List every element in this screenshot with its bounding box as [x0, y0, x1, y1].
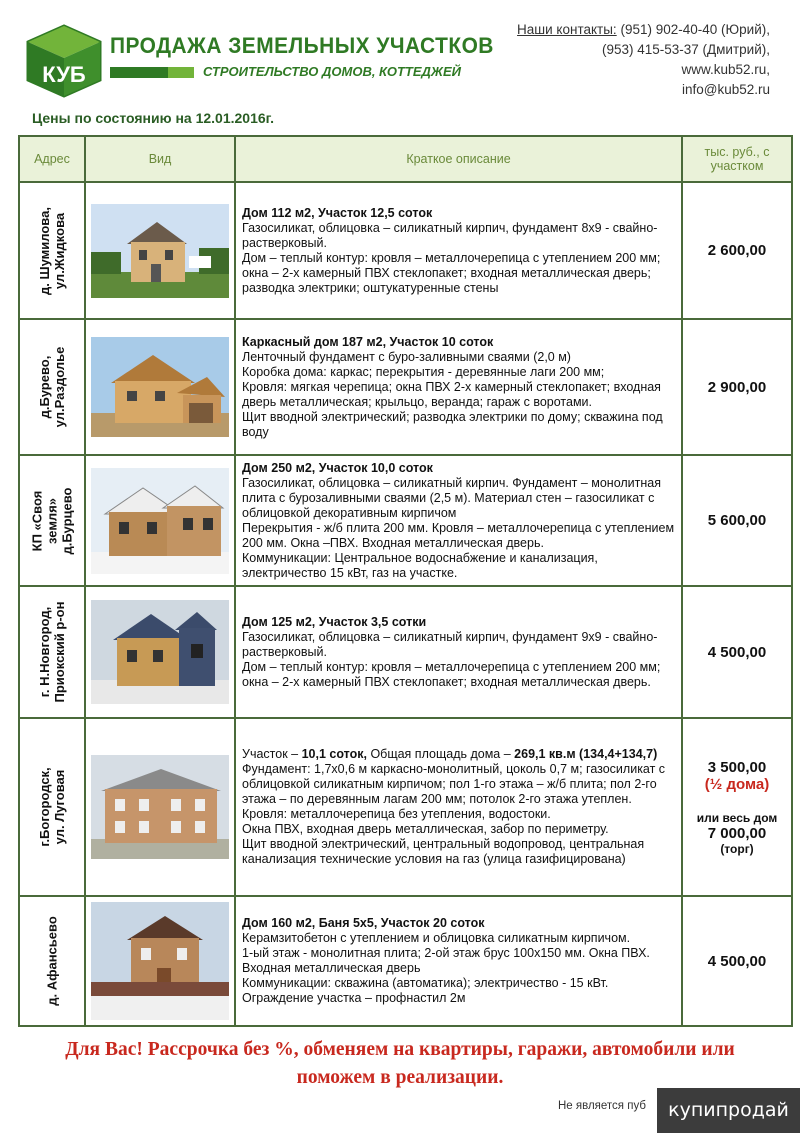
address-line: д. Шумилова,: [37, 206, 52, 295]
house-photo: [85, 182, 235, 319]
listings-table: [18, 135, 793, 1027]
watermark-badge: купипродай: [657, 1088, 800, 1133]
listing-title: Дом 112 м2, Участок 12,5 соток: [242, 205, 433, 220]
email-link[interactable]: info@kub52.ru: [681, 82, 770, 97]
description-line: Кровля: мягкая черепица; окна ПВХ 2-х камерный стеклопакет; входная дверь металлическая; крыльцо, веранда; гараж с воротами.: [242, 379, 661, 409]
description-line: Кровля: металлочерепица без утепления, водостоки.: [242, 807, 551, 821]
plot-size: 10,1 соток,: [301, 747, 367, 761]
table-header-row: [19, 136, 792, 182]
house-photo-image: [91, 337, 229, 437]
header-view: Вид: [85, 136, 235, 182]
description-line: Ограждение участка – профнастил 2м: [242, 991, 466, 1005]
address-cell: [19, 718, 85, 896]
price-value: 2 900,00: [707, 378, 767, 396]
description-line: Дом – теплый контур: кровля – металлочерепица с утеплением 200 мм; окна – 2-х камерный ПВХ стеклопакет; входная металлическая дверь.: [242, 659, 661, 689]
table-row: [19, 319, 792, 455]
address-line: КП «Своя: [29, 490, 45, 551]
address-line: Приокский р-он: [52, 601, 67, 703]
price-negotiable: (торг): [720, 841, 754, 856]
house-photo-image: [91, 600, 229, 704]
contacts-label: Наши контакты:: [517, 22, 617, 37]
description-line: Керамзитобетон с утеплением и облицовка силикатным кирпичом.: [242, 931, 631, 945]
price-cell: [682, 896, 792, 1026]
price-value-full: 7 000,00: [707, 824, 767, 842]
price-value: 5 600,00: [707, 512, 767, 529]
price-cell: [682, 319, 792, 455]
brand-bar-accent: [168, 67, 194, 78]
house-area: 269,1 кв.м (134,4+134,7): [514, 747, 658, 761]
address-line: земля»: [44, 497, 60, 544]
listing-title: Дом 250 м2, Участок 10,0 соток: [242, 460, 433, 475]
price-cell: [682, 718, 792, 896]
description-line: Окна ПВХ, входная дверь металлическая, забор по периметру.: [242, 822, 609, 836]
address-line: ул. Луговая: [52, 769, 67, 845]
address-cell: [19, 896, 85, 1026]
description-line: Газосиликат, облицовка – силикатный кирпич, фундамент 8х9 - свайно-растверковый.: [242, 220, 658, 250]
house-photo-image: [91, 468, 229, 574]
house-photo-image: [91, 755, 229, 859]
listing-title: Дом 160 м2, Баня 5х5, Участок 20 соток: [242, 916, 485, 930]
price-value: 4 500,00: [707, 952, 767, 970]
description-line: Щит вводной электрический, центральный водопровод, центральная канализация технические условия на газ (улица газифицирована): [242, 837, 645, 866]
header-address: Адрес: [19, 136, 85, 182]
phone-2[interactable]: (953) 415-53-37 (Дмитрий),: [601, 42, 770, 57]
table-row: [19, 718, 792, 896]
price-or-label: или весь дом: [696, 810, 778, 825]
brand-subtitle: СТРОИТЕЛЬСТВО ДОМОВ, КОТТЕДЖЕЙ: [203, 64, 462, 79]
description-line: Фундамент: 1,7х0,6 м каркасно-монолитный, цоколь 0,7 м; газосиликат с облицовкой силикатным кирпичом; пол 1-го этажа – ж/б плита; пол 2-го этажа – по деревянным лагам 200 мм; потолок 2-го этажа утеплен.: [242, 762, 666, 806]
description-cell: [235, 586, 682, 718]
description-line: Перекрытия - ж/б плита 200 мм. Кровля – металлочерепица с утеплением 200 мм. Окна –ПВХ. Входная металлическая дверь.: [242, 520, 675, 550]
brand-title: ПРОДАЖА ЗЕМЕЛЬНЫХ УЧАСТКОВ: [110, 33, 494, 58]
listing-title: Дом 125 м2, Участок 3,5 сотки: [242, 614, 427, 629]
table-row: [19, 182, 792, 319]
house-photo-image: [91, 204, 229, 298]
description-cell: [235, 896, 682, 1026]
price-value: 4 500,00: [707, 643, 767, 661]
address-line: д.Бурцево: [59, 486, 75, 555]
intro-text: Участок –: [242, 747, 302, 761]
intro-text: Общая площадь дома –: [366, 747, 515, 761]
address-line: г.Богородск,: [37, 767, 52, 847]
house-photo: [85, 455, 235, 586]
header-description: Краткое описание: [235, 136, 682, 182]
price-value: 2 600,00: [707, 242, 767, 259]
address-line: ул.Раздолье: [52, 346, 67, 428]
address-line: д.Бурево,: [37, 355, 52, 419]
house-photo: [85, 896, 235, 1026]
footer-disclaimer: Не является пуб: [558, 1100, 646, 1112]
price-cell: [682, 182, 792, 319]
table-row: [19, 896, 792, 1026]
address-cell: [19, 586, 85, 718]
price-note: (½ дома): [704, 775, 770, 793]
description-cell: [235, 718, 682, 896]
price-value: 3 500,00: [707, 758, 767, 776]
address-cell: [19, 182, 85, 319]
logo-text: КУБ: [42, 62, 86, 87]
description-line: Коробка дома: каркас; перекрытия - деревянные лаги 200 мм;: [242, 364, 605, 379]
address-line: ул.Жидкова: [52, 212, 67, 289]
price-cell: [682, 455, 792, 586]
promo-line-2: поможем в реализации.: [296, 1067, 504, 1088]
description-cell: [235, 455, 682, 586]
description-line: Дом – теплый контур: кровля – металлочерепица с утеплением 200 мм; окна – 2-х камерный ПВХ стеклопакет; входная металлическая дверь; разводка электрики; оштукатуренные стены: [242, 250, 661, 295]
description-line: Коммуникации: скважина (автоматика); электричество - 15 кВт.: [242, 976, 609, 990]
description-cell: [235, 319, 682, 455]
table-row: [19, 455, 792, 586]
description-line: Ленточный фундамент с буро-заливными сваями (2,0 м): [242, 349, 571, 364]
address-cell: [19, 319, 85, 455]
house-photo: [85, 586, 235, 718]
company-logo: [26, 24, 102, 98]
address-line: д. Афансьево: [44, 916, 60, 1006]
description-line: Щит вводной электрический; разводка электрики по дому; скважина под воду: [242, 409, 663, 439]
house-photo: [85, 718, 235, 896]
listing-title: Каркасный дом 187 м2, Участок 10 соток: [242, 334, 494, 349]
description-line: Коммуникации: Центральное водоснабжение и канализация, электричество 15 кВт, газ на участке.: [242, 550, 598, 580]
header-price: тыс. руб., с участком: [682, 136, 792, 182]
address-cell: [19, 455, 85, 586]
description-line: 1-ый этаж - монолитная плита; 2-ой этаж брус 100х150 мм. Окна ПВХ. Входная металлическая дверь: [242, 946, 650, 975]
house-photo-image: [91, 902, 229, 1020]
description-line: Газосиликат, облицовка – силикатный кирпич, фундамент 9х9 - свайно-растверковый.: [242, 629, 658, 659]
house-photo: [85, 319, 235, 455]
address-line: г. Н.Новгород,: [37, 606, 52, 698]
description-line: Газосиликат, облицовка – силикатный кирпич. Фундамент – монолитная плита с бурозаливными сваями (2,5 м). Материал стен – газосиликат с облицовкой декоративным кирпичом: [242, 475, 662, 520]
price-cell: [682, 586, 792, 718]
website-link[interactable]: www.kub52.ru,: [681, 62, 770, 77]
price-date: Цены по состоянию на 12.01.2016г.: [32, 110, 274, 126]
contacts-block: [517, 20, 770, 100]
table-row: [19, 586, 792, 718]
phone-1[interactable]: (951) 902-40-40 (Юрий),: [620, 22, 770, 37]
description-cell: [235, 182, 682, 319]
promo-line-1: Для Вас! Рассрочка без %, обменяем на квартиры, гаражи, автомобили или: [65, 1039, 735, 1060]
